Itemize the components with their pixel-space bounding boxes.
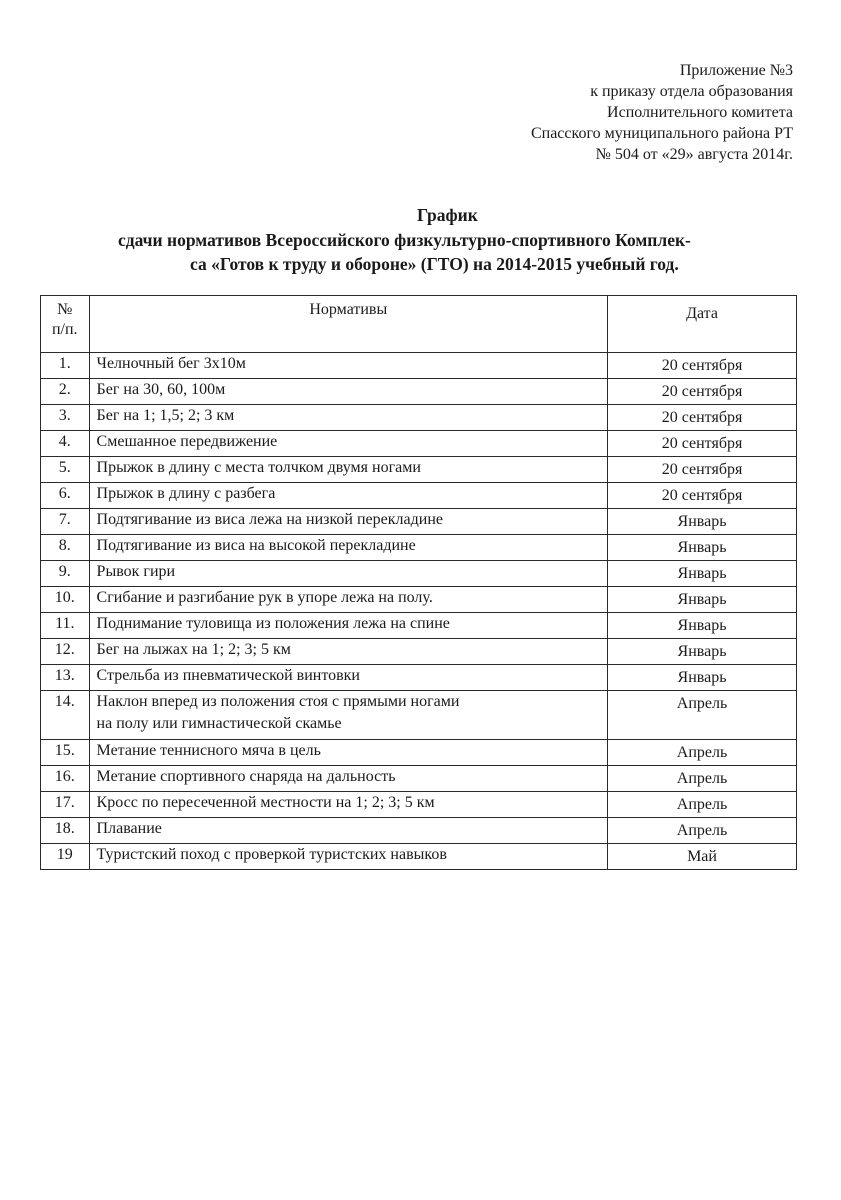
row-number: 7. (41, 509, 90, 535)
table-header-row (41, 296, 797, 353)
row-standard: Туристский поход с проверкой туристских навыков (89, 844, 608, 870)
row-date: Январь (608, 639, 797, 665)
row-standard: Плавание (89, 818, 608, 844)
table-row (41, 613, 797, 639)
row-number: 13. (41, 665, 90, 691)
row-standard: Челночный бег 3х10м (89, 353, 608, 379)
attachment-line-4: Спасского муниципального района РТ (530, 125, 793, 142)
row-standard-line-2: на полу или гимнастической скамье (96, 715, 342, 732)
row-standard: Прыжок в длину с разбега (89, 483, 608, 509)
row-date: Январь (608, 613, 797, 639)
row-standard: Метание теннисного мяча в цель (89, 740, 608, 766)
row-number: 14. (41, 691, 90, 740)
table-row (41, 535, 797, 561)
table-row (41, 740, 797, 766)
table-row (41, 561, 797, 587)
row-standard (89, 691, 608, 740)
row-date: 20 сентября (608, 483, 797, 509)
row-date: Апрель (608, 792, 797, 818)
row-date: Апрель (608, 766, 797, 792)
row-number: 18. (41, 818, 90, 844)
table-row (41, 792, 797, 818)
table-row (41, 379, 797, 405)
row-standard: Бег на 1; 1,5; 2; 3 км (89, 405, 608, 431)
table-row (41, 818, 797, 844)
attachment-line-5: № 504 от «29» августа 2014г. (595, 146, 793, 163)
row-date: Апрель (608, 818, 797, 844)
row-standard: Рывок гири (89, 561, 608, 587)
row-date: Январь (608, 535, 797, 561)
table-row (41, 691, 797, 740)
row-date: Апрель (608, 740, 797, 766)
table-row (41, 844, 797, 870)
row-date: Январь (608, 561, 797, 587)
table-row (41, 353, 797, 379)
row-number: 3. (41, 405, 90, 431)
row-date: 20 сентября (608, 431, 797, 457)
row-standard: Сгибание и разгибание рук в упоре лежа на полу. (89, 587, 608, 613)
row-date: Январь (608, 665, 797, 691)
table-row (41, 587, 797, 613)
row-date: 20 сентября (608, 457, 797, 483)
table-row (41, 509, 797, 535)
row-standard-line-1: Наклон вперед из положения стоя с прямыми ногами (96, 693, 460, 710)
header-number-line-2: п/п. (51, 321, 78, 338)
row-date: 20 сентября (608, 379, 797, 405)
row-number: 15. (41, 740, 90, 766)
row-number: 16. (41, 766, 90, 792)
row-number: 4. (41, 431, 90, 457)
row-standard: Смешанное передвижение (89, 431, 608, 457)
table-row (41, 665, 797, 691)
attachment-line-1: Приложение №3 (679, 62, 793, 79)
row-standard: Подтягивание из виса лежа на низкой перекладине (89, 509, 608, 535)
row-number: 10. (41, 587, 90, 613)
row-standard: Стрельба из пневматической винтовки (89, 665, 608, 691)
schedule-table (40, 295, 797, 870)
header-number (41, 296, 90, 353)
row-date: Январь (608, 587, 797, 613)
row-date: Апрель (608, 691, 797, 740)
row-number: 1. (41, 353, 90, 379)
row-standard: Подтягивание из виса на высокой перекладине (89, 535, 608, 561)
attachment-line-2: к приказу отдела образования (590, 83, 793, 100)
header-standards: Нормативы (89, 296, 608, 353)
table-row (41, 431, 797, 457)
header-number-line-1: № (57, 301, 73, 318)
row-number: 12. (41, 639, 90, 665)
title-line-2: сдачи нормативов Всероссийского физкультурно-спортивного Комплек- (118, 230, 691, 250)
row-number: 2. (41, 379, 90, 405)
row-number: 11. (41, 613, 90, 639)
row-standard: Метание спортивного снаряда на дальность (89, 766, 608, 792)
row-number: 6. (41, 483, 90, 509)
table-row (41, 766, 797, 792)
row-date: Май (608, 844, 797, 870)
table-row (41, 639, 797, 665)
attachment-header (531, 60, 793, 165)
table-row (41, 457, 797, 483)
row-standard: Бег на лыжах на 1; 2; 3; 5 км (89, 639, 608, 665)
table-row (41, 405, 797, 431)
row-date: 20 сентября (608, 405, 797, 431)
row-standard: Поднимание туловища из положения лежа на спине (89, 613, 608, 639)
row-standard: Кросс по пересеченной местности на 1; 2; 3; 5 км (89, 792, 608, 818)
row-date: 20 сентября (608, 353, 797, 379)
row-date: Январь (608, 509, 797, 535)
row-number: 17. (41, 792, 90, 818)
row-standard: Бег на 30, 60, 100м (89, 379, 608, 405)
title-line-3: са «Готов к труду и обороне» (ГТО) на 2014-2015 учебный год. (190, 254, 679, 274)
row-number: 19 (41, 844, 90, 870)
row-standard: Прыжок в длину с места толчком двумя ногами (89, 457, 608, 483)
table-row (41, 483, 797, 509)
row-number: 9. (41, 561, 90, 587)
header-date: Дата (608, 296, 797, 353)
attachment-line-3: Исполнительного комитета (607, 104, 793, 121)
title-line-1: График (417, 205, 478, 225)
row-number: 8. (41, 535, 90, 561)
row-number: 5. (41, 457, 90, 483)
